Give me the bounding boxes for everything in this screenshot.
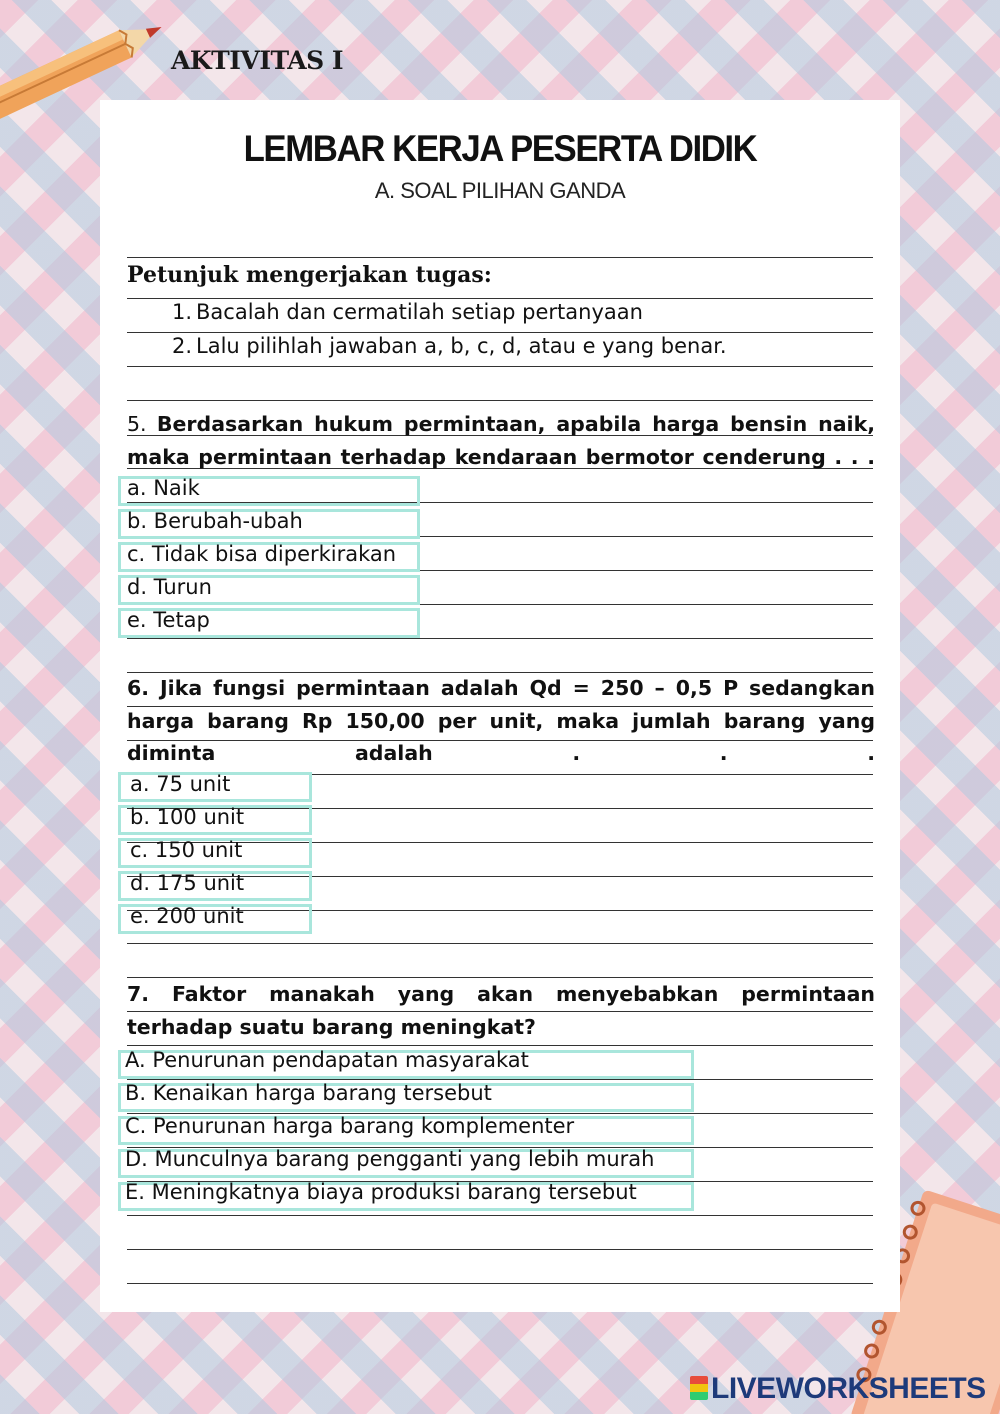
ruled-line xyxy=(127,1215,873,1216)
ruled-line xyxy=(127,400,873,401)
activity-label: AKTIVITAS I xyxy=(171,46,344,75)
ruled-line xyxy=(127,366,873,367)
ruled-line xyxy=(127,1045,873,1046)
option-label: C. Penurunan harga barang komplementer xyxy=(125,1114,575,1138)
question-number: 6. xyxy=(127,676,150,700)
option-label: d. Turun xyxy=(127,575,212,599)
question-text: Jika fungsi permintaan adalah Qd = 250 – 0,5 P sedangkan harga barang Rp 150,00 per unit, maka jumlah barang yang diminta adalah . . . xyxy=(127,676,876,765)
worksheet-paper xyxy=(100,100,900,1312)
option-label: b. Berubah-ubah xyxy=(127,509,303,533)
ruled-line xyxy=(127,332,873,333)
option-label: c. Tidak bisa diperkirakan xyxy=(127,542,397,566)
ruled-line xyxy=(127,1249,873,1250)
option-label: c. 150 unit xyxy=(130,838,243,862)
page-title: LEMBAR KERJA PESERTA DIDIK xyxy=(243,128,757,169)
ruled-line xyxy=(127,1079,873,1080)
ruled-line xyxy=(127,638,873,639)
question-number: 7. xyxy=(127,982,150,1006)
question-5 xyxy=(127,408,875,473)
option-label: D. Munculnya barang pengganti yang lebih murah xyxy=(125,1147,655,1171)
question-6 xyxy=(127,672,875,770)
instruction-number: 2. xyxy=(172,334,193,358)
question-text: Faktor manakah yang akan menyebabkan permintaan terhadap suatu barang meningkat? xyxy=(127,982,875,1039)
option-label: E. Meningkatnya biaya produksi barang tersebut xyxy=(125,1180,637,1204)
brand-name: LIVEWORKSHEETS xyxy=(711,1372,986,1405)
liveworksheets-icon xyxy=(690,1376,708,1400)
instruction-text: Lalu pilihlah jawaban a, b, c, d, atau e yang benar. xyxy=(196,334,727,358)
instruction-text: Bacalah dan cermatilah setiap pertanyaan xyxy=(196,300,643,324)
instructions-heading: Petunjuk mengerjakan tugas: xyxy=(127,262,492,288)
option-label: A. Penurunan pendapatan masyarakat xyxy=(125,1048,529,1072)
ruled-line xyxy=(127,298,873,299)
option-label: B. Kenaikan harga barang tersebut xyxy=(125,1081,492,1105)
liveworksheets-logo[interactable] xyxy=(690,1372,986,1406)
option-label: b. 100 unit xyxy=(130,805,245,829)
ruled-line xyxy=(127,943,873,944)
question-7 xyxy=(127,978,875,1043)
option-label: a. Naik xyxy=(127,476,200,500)
section-subtitle: A. SOAL PILIHAN GANDA xyxy=(374,178,626,203)
option-label: a. 75 unit xyxy=(130,772,231,796)
question-text: Berdasarkan hukum permintaan, apabila harga bensin naik, maka permintaan terhadap kendaraan bermotor cenderung . . . xyxy=(127,412,875,469)
option-label: e. Tetap xyxy=(127,608,210,632)
ruled-line xyxy=(127,1283,873,1284)
ruled-line xyxy=(127,257,873,258)
option-label: d. 175 unit xyxy=(130,871,245,895)
question-number: 5. xyxy=(127,412,147,436)
instruction-number: 1. xyxy=(172,300,193,324)
option-label: e. 200 unit xyxy=(130,904,244,928)
